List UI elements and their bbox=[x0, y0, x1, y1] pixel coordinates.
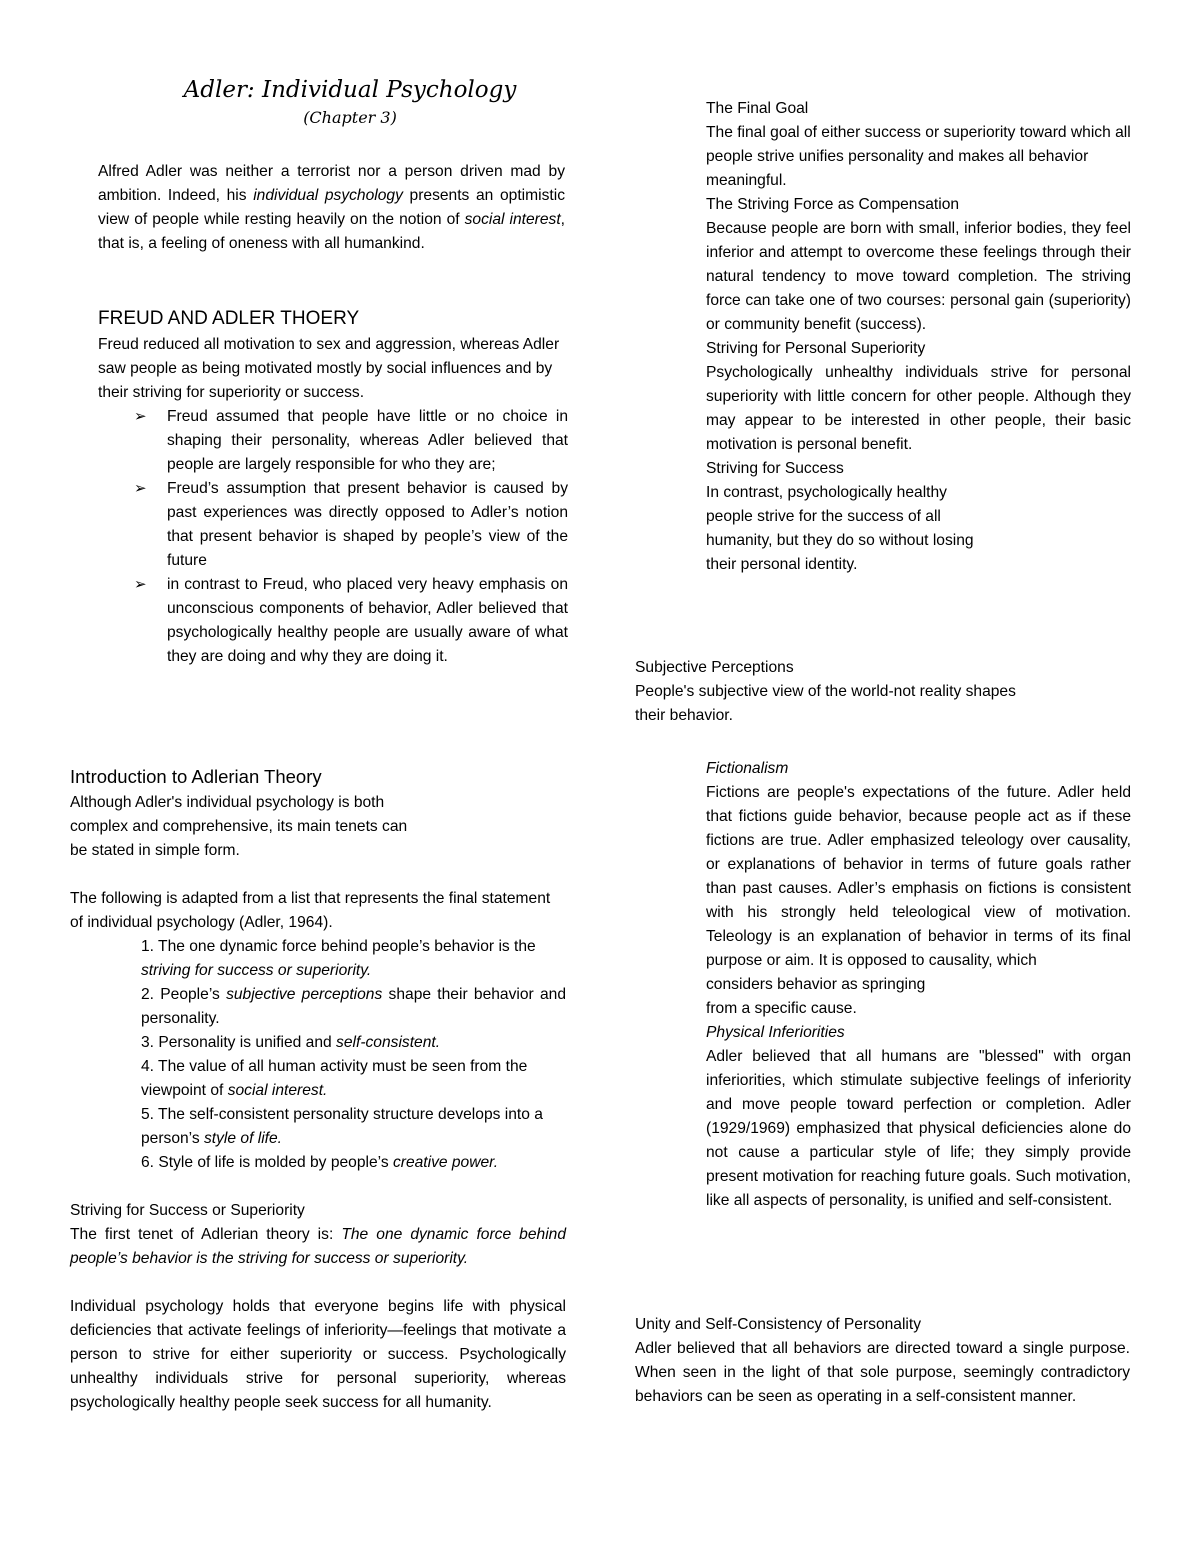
intro-emphasis-social-interest: social interest bbox=[464, 211, 561, 228]
success-line: humanity, but they do so without losing bbox=[706, 532, 974, 549]
fictionalism-body: Fictions are people's expectations of the future. Adler held that fictions guide behavior, because people act as if these fictions are true. Adler emphasized teleology over causality, or explanations of behavior in terms of future goals rather than past causes. Adler’s emphasis on fictions is consistent with his strongly held teleological view of motivation. Teleology is an explanation of behavior in terms of its final purpose or aim. It is opposed to causality, which bbox=[706, 784, 1131, 969]
final-goal-heading: The Final Goal bbox=[706, 100, 809, 117]
tenet-item: 4. The value of all human activity must be seen from the viewpoint of social interest. bbox=[141, 1058, 528, 1099]
subjective-section bbox=[635, 656, 1135, 728]
tenet-item: 1. The one dynamic force behind people’s behavior is the striving for success or superiority. bbox=[141, 938, 536, 979]
bullet-item: ➢ Freud’s assumption that present behavior is caused by past experiences was directly opposed to Adler’s notion that present behavior is shaped by people’s view of the future bbox=[134, 477, 568, 573]
freud-adler-heading: FREUD AND ADLER THOERY bbox=[98, 308, 360, 329]
arrow-bullet-icon: ➢ bbox=[134, 408, 147, 425]
unity-section bbox=[635, 1313, 1130, 1409]
intro-paragraph bbox=[98, 160, 565, 256]
introduction-heading: Introduction to Adlerian Theory bbox=[70, 766, 322, 787]
fictionalism-section bbox=[706, 757, 1131, 1213]
fictionalism-heading: Fictionalism bbox=[706, 760, 789, 777]
introduction-line: be stated in simple form. bbox=[70, 842, 240, 859]
intro-emphasis-individual-psychology: individual psychology bbox=[253, 187, 403, 204]
fictionalism-line: from a specific cause. bbox=[706, 1000, 857, 1017]
tenets-intro: The following is adapted from a list that represents the final statement of individual psychology (Adler, 1964). bbox=[70, 890, 551, 931]
subjective-line: their behavior. bbox=[635, 707, 733, 724]
freud-adler-bullet-list bbox=[134, 405, 568, 669]
success-line: their personal identity. bbox=[706, 556, 858, 573]
arrow-bullet-icon: ➢ bbox=[134, 576, 147, 593]
freud-adler-body: Freud reduced all motivation to sex and aggression, whereas Adler saw people as being motivated mostly by social influences and by their striving for superiority or success. bbox=[98, 336, 560, 401]
striving-paragraph: Individual psychology holds that everyone begins life with physical deficiencies that activate feelings of inferiority—feelings that motivate a person to strive for either superiority or success. Psychologically unhealthy individuals strive for personal superiority, whereas psychologically healthy people seek success for all humanity. bbox=[70, 1298, 566, 1411]
compensation-body: Because people are born with small, inferior bodies, they feel inferior and attempt to overcome these feelings through their natural tendency to move toward completion. The striving force can take one of two courses: personal gain (superiority) or community benefit (success). bbox=[706, 220, 1131, 333]
personal-superiority-body: Psychologically unhealthy individuals strive for personal superiority with little concern for other people. Although they may appear to be interested in other people, their basic motivation is personal benefit. bbox=[706, 364, 1131, 453]
intro-text-2: presents an optimistic view of people while resting heavily on the notion of bbox=[98, 187, 565, 228]
striving-section bbox=[70, 1199, 566, 1415]
tenet-item: 2. People’s subjective perceptions shape their behavior and personality. bbox=[141, 986, 566, 1027]
success-line: In contrast, psychologically healthy bbox=[706, 484, 947, 501]
document-title: Adler: Individual Psychology bbox=[183, 77, 517, 103]
fictionalism-line: considers behavior as springing bbox=[706, 976, 926, 993]
success-line: people strive for the success of all bbox=[706, 508, 941, 525]
physical-body: Adler believed that all humans are "blessed" with organ inferiorities, which stimulate subjective feelings of inferiority and move people toward perfection or completion. Adler (1929/1969) emphasized that physical deficiencies alone do not cause a particular style of life; they simply provide present motivation for reaching future goals. Such motivation, like all aspects of personality, is unified and self-consistent. bbox=[706, 1048, 1131, 1209]
compensation-heading: The Striving Force as Compensation bbox=[706, 196, 960, 213]
introduction-line: complex and comprehensive, its main tenets can bbox=[70, 818, 408, 835]
intro-text-1: Alfred Adler was neither a terrorist nor a person driven mad by ambition. Indeed, his bbox=[98, 163, 565, 204]
bullet-item: ➢ in contrast to Freud, who placed very heavy emphasis on unconscious components of behavior, Adler believed that psychologically healthy people are usually aware of what they are doing and why they are doing it. bbox=[134, 573, 568, 669]
document-subtitle: (Chapter 3) bbox=[303, 108, 397, 127]
freud-adler-section bbox=[98, 333, 568, 669]
striving-lead: The first tenet of Adlerian theory is: The one dynamic force behind people’s behavior is the striving for success or superiority. bbox=[70, 1226, 567, 1267]
physical-heading: Physical Inferiorities bbox=[706, 1024, 845, 1041]
introduction-section bbox=[70, 791, 570, 935]
tenets-list bbox=[141, 935, 566, 1175]
striving-heading: Striving for Success or Superiority bbox=[70, 1202, 305, 1219]
introduction-line: Although Adler's individual psychology is both bbox=[70, 794, 385, 811]
intro-text-3: , that is, a feeling of oneness with all humankind. bbox=[98, 211, 565, 252]
final-goal-body: The final goal of either success or superiority toward which all people strive unifies personality and makes all behavior meaningful. bbox=[706, 124, 1131, 189]
tenet-item: 5. The self-consistent personality structure develops into a person’s style of life. bbox=[141, 1106, 543, 1147]
personal-superiority-heading: Striving for Personal Superiority bbox=[706, 340, 926, 357]
bullet-item: ➢ Freud assumed that people have little or no choice in shaping their personality, whereas Adler believed that people are largely responsible for who they are; bbox=[134, 405, 568, 477]
arrow-bullet-icon: ➢ bbox=[134, 480, 147, 497]
right-column-upper bbox=[706, 97, 1131, 577]
success-heading: Striving for Success bbox=[706, 460, 844, 477]
tenet-item: 6. Style of life is molded by people’s creative power. bbox=[141, 1154, 499, 1171]
unity-heading: Unity and Self-Consistency of Personality bbox=[635, 1316, 922, 1333]
tenet-item: 3. Personality is unified and self-consistent. bbox=[141, 1034, 441, 1051]
subjective-line: People's subjective view of the world-not reality shapes bbox=[635, 683, 1016, 700]
subjective-heading: Subjective Perceptions bbox=[635, 659, 794, 676]
unity-body: Adler believed that all behaviors are directed toward a single purpose. When seen in the light of that sole purpose, seemingly contradictory behaviors can be seen as operating in a self-consistent manner. bbox=[635, 1340, 1130, 1405]
